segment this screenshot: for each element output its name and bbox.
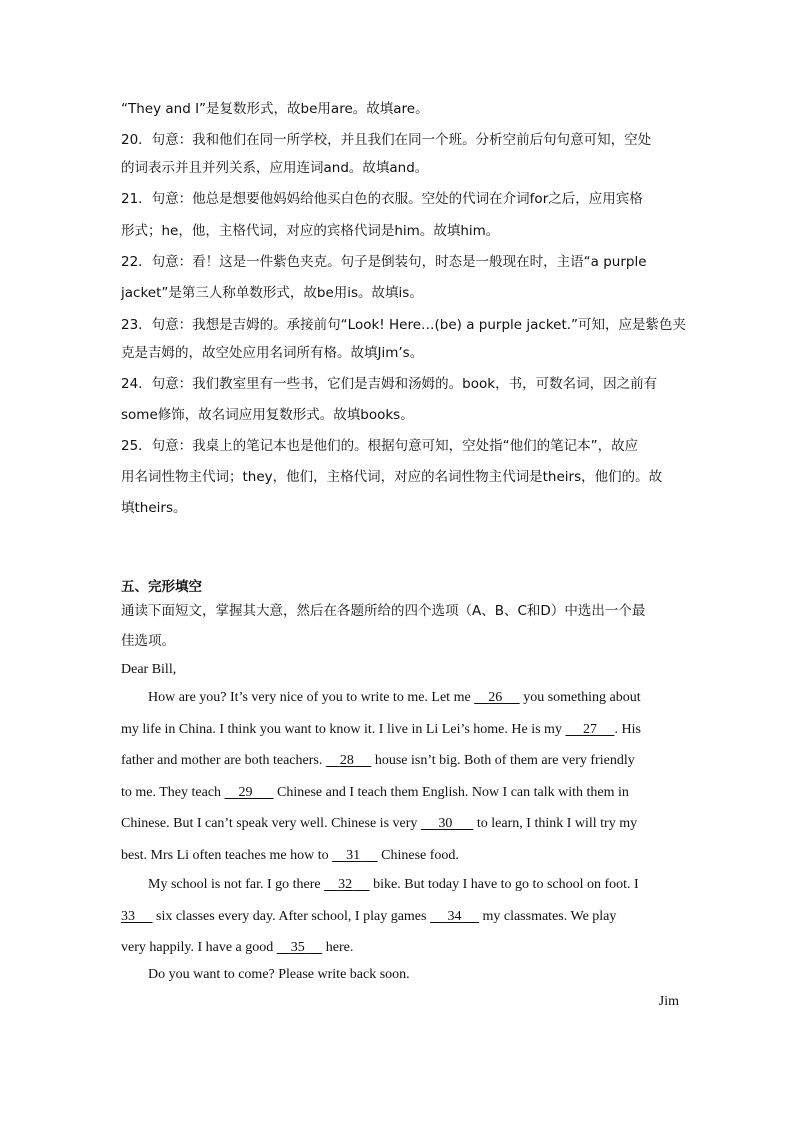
text: my classmates. We play — [478, 909, 617, 924]
letter-line — [121, 815, 637, 833]
letter-line — [148, 689, 641, 707]
text: to learn, I think I will try my — [473, 816, 638, 831]
blank-number: 34 — [447, 909, 462, 924]
answer-line: 的词表示并且并列关系，应用连词and。故填and。 — [121, 160, 429, 176]
answer-line: 形式；he，他，主格代词，对应的宾格代词是him。故填him。 — [121, 223, 500, 239]
answer-line: 23．句意：我想是吉姆的。承接前句“Look! Here…(be) a purple jacket.”可知，应是紫色夹 — [121, 317, 687, 333]
text: here. — [322, 940, 354, 955]
blank-number: 32 — [338, 877, 353, 892]
blank-28[interactable] — [326, 752, 372, 770]
blank-number: 27 — [582, 722, 597, 737]
answer-line: 21．句意：他总是想要他妈妈给他买白色的衣服。空处的代词在介词for之后，应用宾格 — [121, 191, 643, 207]
blank-27[interactable] — [565, 721, 614, 739]
letter-line — [121, 939, 353, 957]
answer-line: 24．句意：我们教室里有一些书，它们是吉姆和汤姆的。book，书，可数名词，因之前有 — [121, 376, 658, 392]
letter-line — [121, 908, 616, 926]
blank-32[interactable] — [324, 876, 370, 894]
blank-number: 29 — [238, 785, 253, 800]
answer-line: jacket”是第三人称单数形式，故be用is。故填is。 — [121, 285, 423, 301]
text: six classes every day. After school, I play games — [152, 909, 430, 924]
answer-line: 20．句意：我和他们在同一所学校，并且我们在同一个班。分析空前后句句意可知，空处 — [121, 132, 652, 148]
blank-29[interactable] — [225, 784, 274, 802]
text: house isn’t big. Both of them are very friendly — [371, 753, 635, 768]
answer-line: 25．句意：我桌上的笔记本也是他们的。根据句意可知，空处指“他们的笔记本”，故应 — [121, 438, 639, 454]
blank-30[interactable] — [421, 815, 474, 833]
text: Chinese food. — [377, 848, 459, 863]
text: father and mother are both teachers. — [121, 753, 326, 768]
text: How are you? It’s very nice of you to write to me. Let me — [148, 690, 475, 705]
blank-number: 26 — [488, 690, 503, 705]
answer-line: some修饰，故名词应用复数形式。故填books。 — [121, 407, 414, 423]
answer-line: 用名词性物主代词；they，他们，主格代词，对应的名词性物主代词是theirs，他们的。故 — [121, 469, 663, 485]
answer-line: 填theirs。 — [121, 500, 187, 516]
letter-line — [121, 721, 641, 739]
letter-line — [121, 784, 629, 802]
letter-signature: Jim — [658, 994, 679, 1009]
letter-greeting: Dear Bill, — [121, 662, 177, 677]
section-instruction: 佳选项。 — [121, 633, 175, 649]
letter-line: Do you want to come? Please write back soon. — [148, 967, 410, 982]
text: bike. But today I have to go to school on foot. I — [369, 877, 639, 892]
letter-line — [148, 876, 639, 894]
text: very happily. I have a good — [121, 940, 277, 955]
blank-number: 31 — [346, 848, 361, 863]
blank-number: 35 — [290, 940, 305, 955]
text: My school is not far. I go there — [148, 877, 325, 892]
blank-35[interactable] — [277, 939, 323, 957]
text: Chinese. But I can’t speak very well. Chinese is very — [121, 816, 421, 831]
blank-number: 28 — [339, 753, 354, 768]
letter-line — [121, 847, 459, 865]
text: best. Mrs Li often teaches me how to — [121, 848, 333, 863]
answer-line: “They and I”是复数形式，故be用are。故填are。 — [121, 101, 429, 117]
answer-line: 克是吉姆的，故空处应用名词所有格。故填Jim’s。 — [121, 345, 424, 361]
text: . His — [614, 722, 641, 737]
text: my life in China. I think you want to know it. I live in Li Lei’s home. He is my — [121, 722, 566, 737]
blank-34[interactable] — [430, 908, 479, 926]
text: you something about — [519, 690, 641, 705]
blank-number: 30 — [438, 816, 453, 831]
blank-33[interactable] — [121, 908, 153, 926]
text: to me. They teach — [121, 785, 225, 800]
letter-line — [121, 752, 635, 770]
answer-line: 22．句意：看！这是一件紫色夹克。句子是倒装句，时态是一般现在时，主语“a purple — [121, 254, 647, 270]
text: Chinese and I teach them English. Now I can talk with them in — [273, 785, 629, 800]
blank-26[interactable] — [474, 689, 520, 707]
section-instruction: 通读下面短文，掌握其大意，然后在各题所给的四个选项（A、B、C和D）中选出一个最 — [121, 603, 646, 619]
section-heading: 五、完形填空 — [121, 579, 202, 595]
blank-number: 33 — [121, 909, 135, 924]
blank-31[interactable] — [332, 847, 378, 865]
